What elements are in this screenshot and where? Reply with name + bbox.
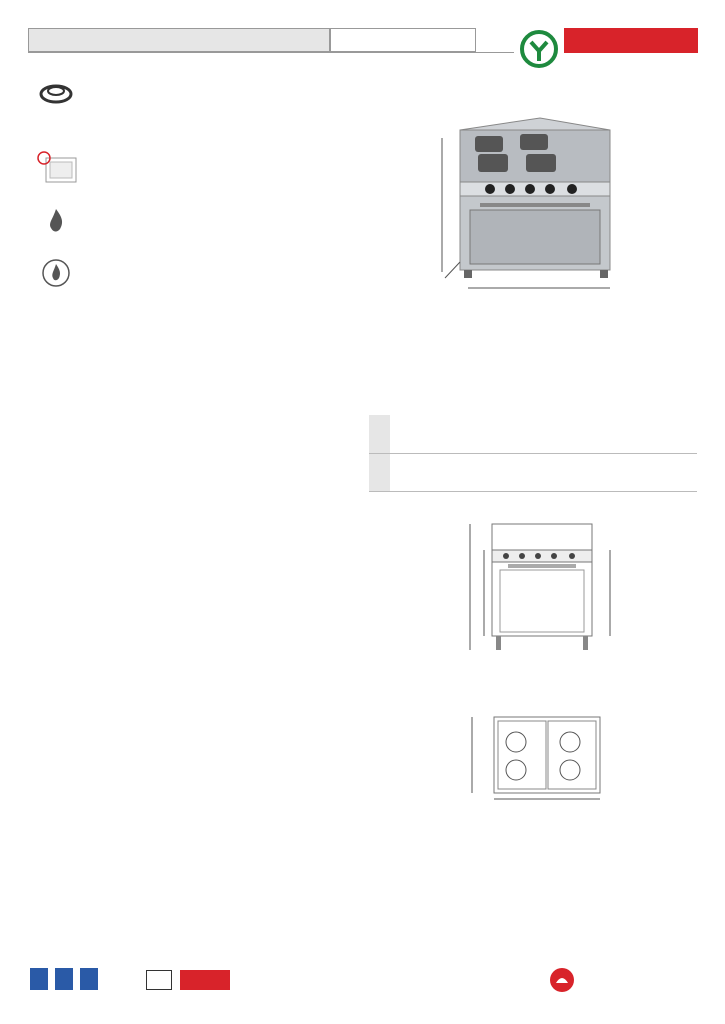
section-pl [28, 590, 339, 591]
connection-value [537, 415, 615, 453]
connection-letter [369, 453, 390, 491]
product-code [330, 28, 476, 52]
section-es [28, 411, 339, 412]
connection-row [369, 453, 697, 491]
guarantee-badge [180, 970, 230, 990]
flame-icon [44, 206, 68, 234]
oven-icon [36, 150, 78, 184]
bertos-logo-icon [549, 967, 575, 993]
connections-table [369, 415, 697, 492]
connection-letter [369, 415, 390, 453]
connection-value [537, 453, 615, 491]
40-years-badge [146, 970, 172, 990]
csq-badge [55, 968, 73, 990]
front-view-drawing [448, 520, 673, 670]
connection-desc [390, 453, 537, 491]
plan-view-drawing [448, 715, 683, 815]
connection-kw [615, 453, 697, 491]
gas-consumption-icon [40, 257, 72, 289]
connection-row [369, 415, 697, 453]
header-rule [28, 52, 514, 53]
model-title [28, 28, 330, 52]
csq-hs-badge [80, 968, 98, 990]
connection-kw [615, 415, 697, 453]
section-ru [28, 696, 339, 697]
burner-icon [38, 78, 74, 106]
series-banner [564, 28, 698, 53]
cert-logo-icon [518, 28, 560, 70]
csq-badge [30, 968, 48, 990]
connection-desc [390, 415, 537, 453]
product-3d-drawing [420, 110, 705, 325]
section-pt [28, 502, 339, 503]
